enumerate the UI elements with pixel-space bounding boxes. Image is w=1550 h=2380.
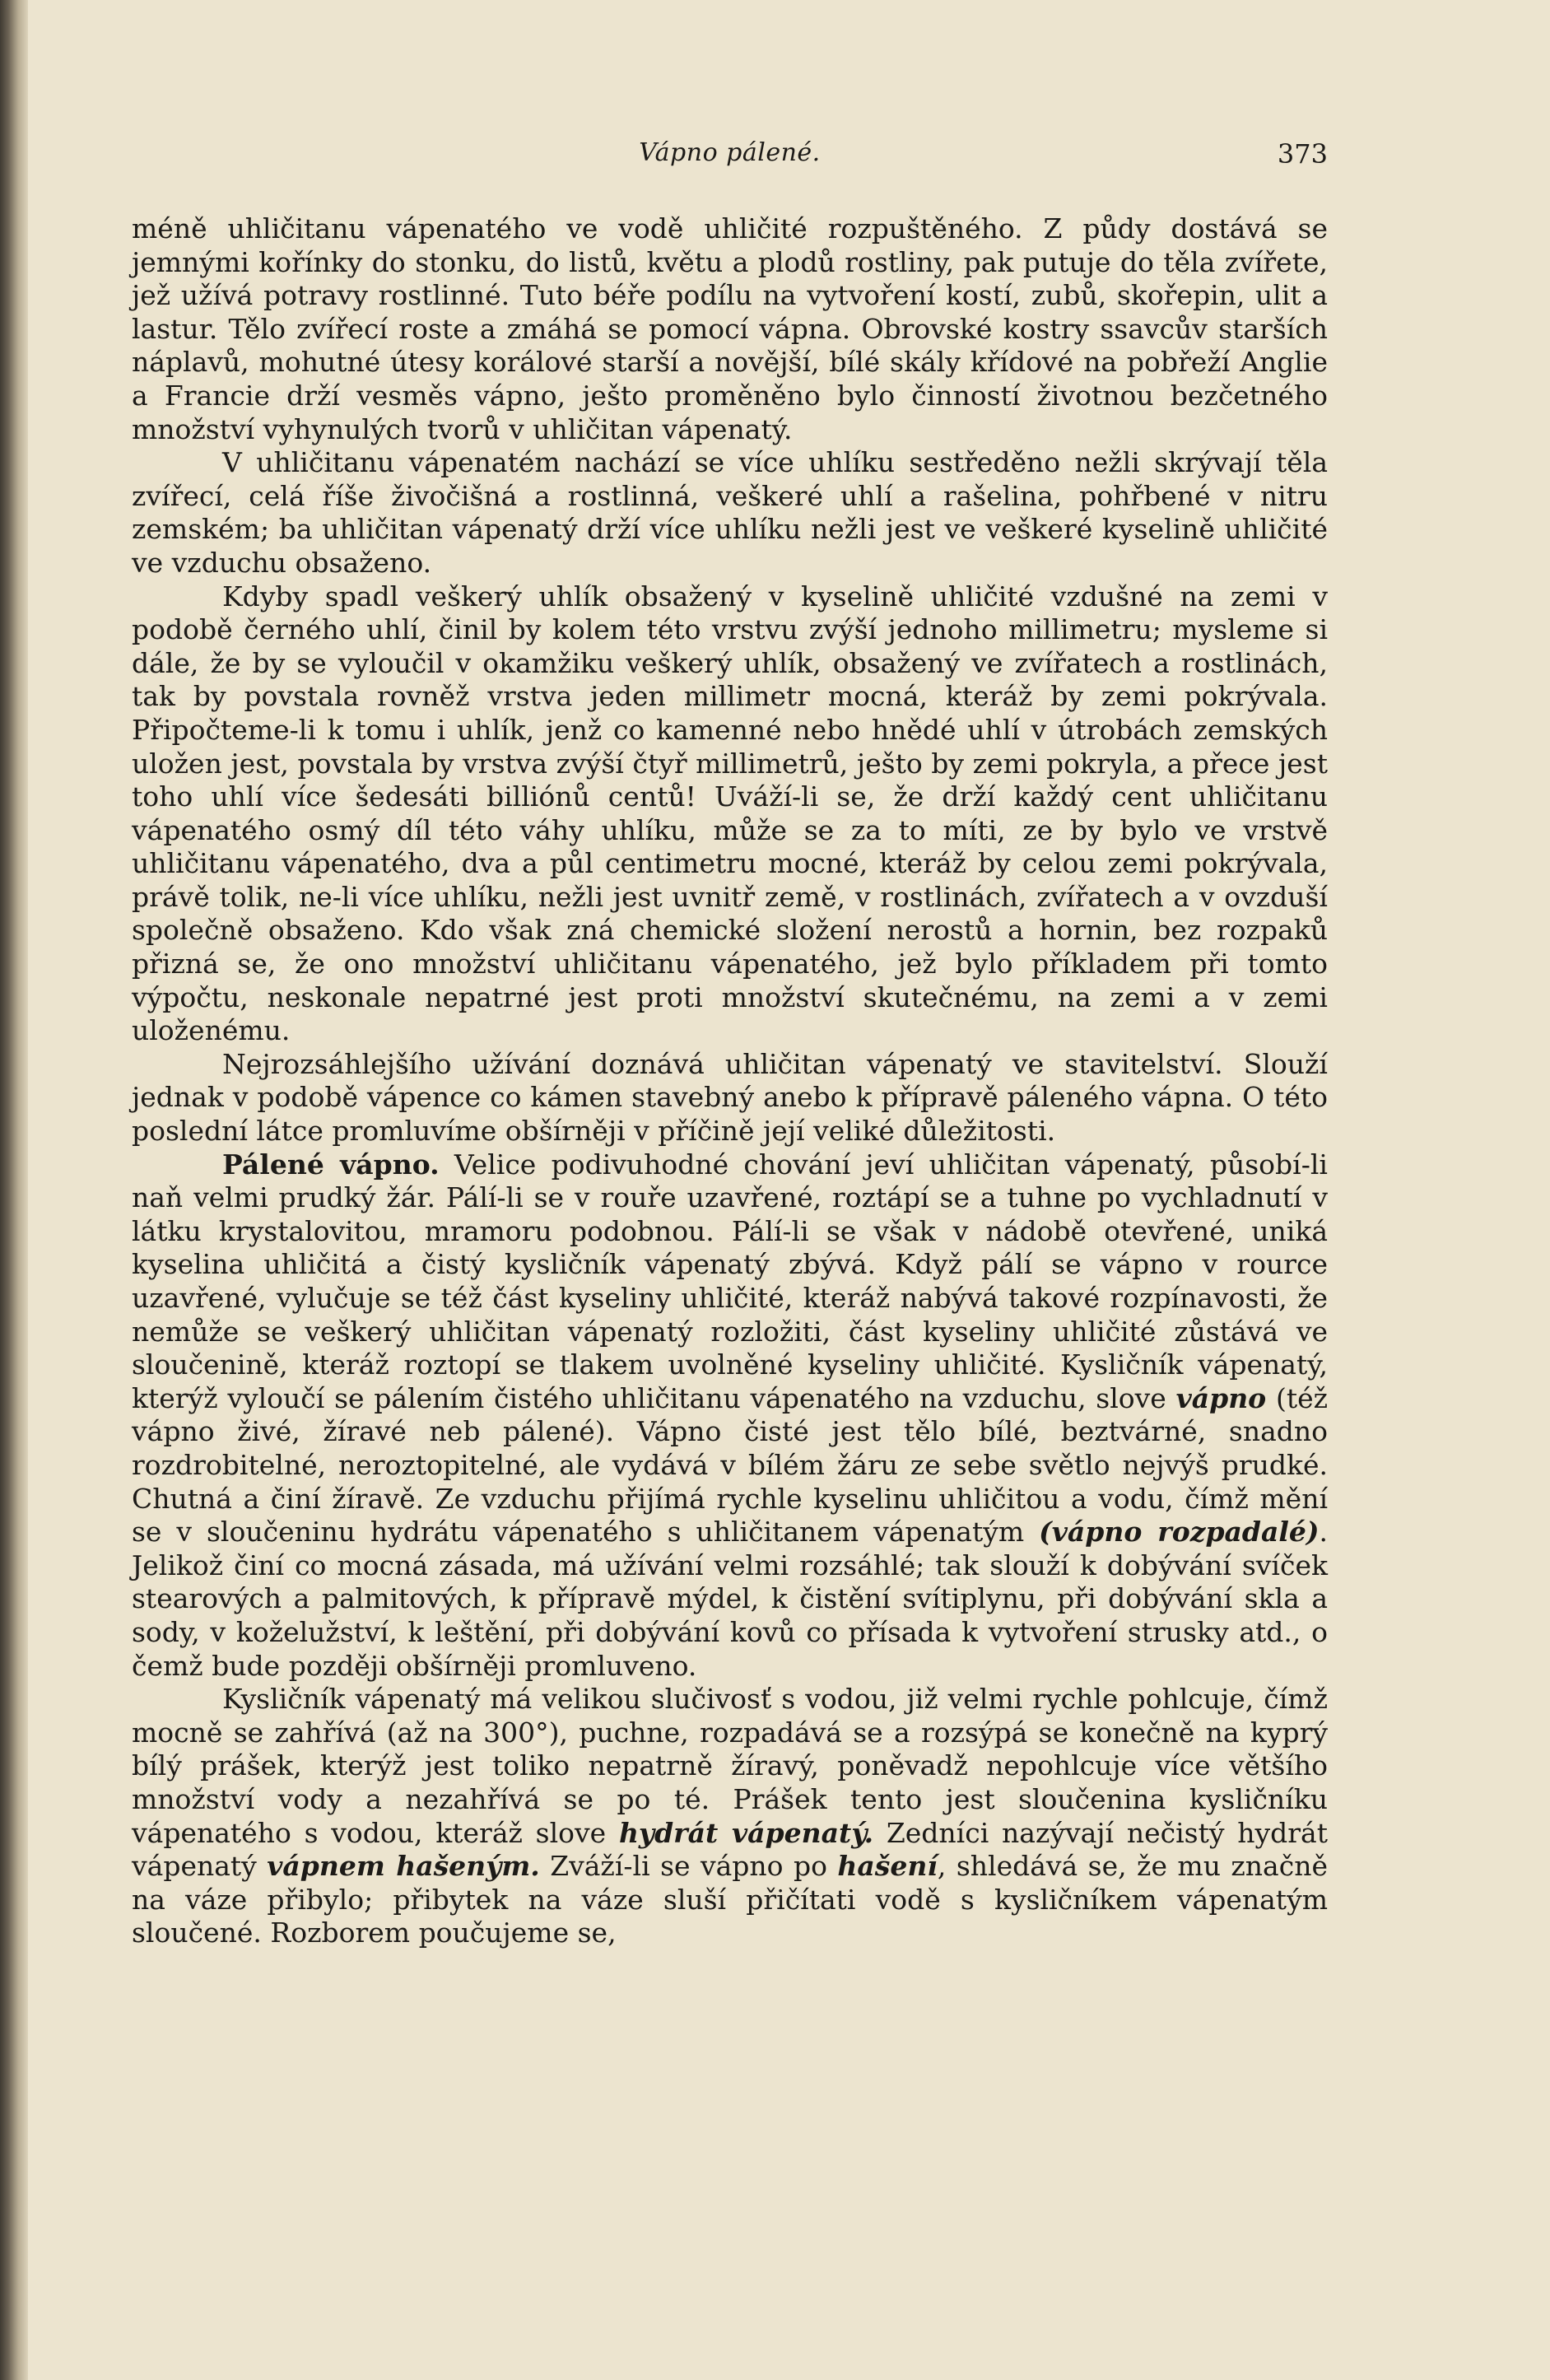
paragraph-text: Nejrozsáhlejšího užívání doznává uhličitan vápenatý ve stavitelství. Slouží jednak v podobě vápence co kámen stavebný anebo k přípravě páleného vápna. O této poslední látce promluvíme obšírněji v příčině její veliké důležitosti.: [132, 1047, 1328, 1148]
book-spine-shadow: [0, 0, 28, 2380]
page-number: 373: [1277, 138, 1328, 170]
paragraph-3: [132, 580, 1328, 1048]
page-header: [132, 138, 1328, 179]
section-heading-pálené-vápno: Pálené vápno.: [222, 1148, 440, 1181]
paragraph-text: Zedníci nazývají nečistý hydrát vápenatý: [132, 1816, 1328, 1883]
paragraph-text: Zváží-li se vápno po: [539, 1850, 838, 1883]
paragraph-5: [132, 1148, 1328, 1684]
paragraph-text: (též vápno živé, žíravé neb pálené). Vápno čisté jest tělo bílé, beztvárné, snadno rozdrobitelné, neroztopitelné, ale vydává v bílém žáru ze sebe světlo nejvýš prudké. Chutná a činí žíravě. Ze vzduchu přijímá rychle kyselinu uhličitou a vodu, čímž mění se v sloučeninu hydrátu vápenatého s uhličitanem vápenatým: [132, 1381, 1328, 1549]
paragraph-1: [132, 212, 1328, 446]
paragraph-text: V uhličitanu vápenatém nachází se více uhlíku sestředěno nežli skrývají těla zvířecí, celá říše živočišná a rostlinná, veškeré uhlí a rašelina, pohřbené v nitru zemském; ba uhličitan vápenatý drží více uhlíku nežli jest ve veškeré kyselině uhličité ve vzduchu obsaženo.: [132, 446, 1328, 579]
emphasis-term: vápno: [1175, 1381, 1267, 1414]
emphasis-term: (vápno rozpadalé): [1039, 1516, 1320, 1549]
emphasis-term: hydrát vápenatý.: [618, 1816, 874, 1849]
paragraph-text: , shledává se, že mu značně na váze přibylo; přibytek na váze sluší přičítati vodě s kysličníkem vápenatým sloučené. Rozborem poučujeme se,: [132, 1850, 1328, 1949]
paragraph-text: méně uhličitanu vápenatého ve vodě uhličité rozpuštěného. Z půdy dostává se jemnými kořínky do stonku, do listů, květu a plodů rostliny, pak putuje do těla zvířete, jež užívá potravy rostlinné. Tuto béře podílu na vytvoření kostí, zubů, skořepin, ulit a lastur. Tělo zvířecí roste a zmáhá se pomocí vápna. Obrovské kostry ssavcův starších náplavů, mohutné útesy korálové starší a novější, bílé skály křídové na pobřeží Anglie a Francie drží vesměs vápno, ješto proměněno bylo činností životnou bezčetného množství vyhynulých tvorů v uhličitan vápenatý.: [132, 212, 1328, 445]
paragraph-6: [132, 1683, 1328, 1950]
paragraph-text: Kdyby spadl veškerý uhlík obsažený v kyselině uhličité vzdušné na zemi v podobě černého uhlí, činil by kolem této vrstvu zvýší jednoho millimetru; mysleme si dále, že by se vyloučil v okamžiku veškerý uhlík, obsažený ve zvířatech a rostlinách, tak by povstala rovněž vrstva jeden millimetr mocná, kteráž by zemi pokrývala. Připočteme-li k tomu i uhlík, jenž co kamenné nebo hnědé uhlí v útrobách zemských uložen jest, povstala by vrstva zvýší čtyř millimetrů, ješto by zemi pokryla, a přece jest toho uhlí více šedesáti billiónů centů! Uváží-li se, že drží každý cent uhličitanu vápenatého osmý díl této váhy uhlíku, může se za to míti, ze by bylo ve vrstvě uhličitanu vápenatého, dva a půl centimetru mocné, kteráž by celou zemi pokrývala, právě tolik, ne-li více uhlíku, nežli jest uvnitř země, v rostlinách, zvířatech a v ovzduší společně obsaženo. Kdo však zná chemické složení nerostů a hornin, bez rozpaků přizná se, že ono množství uhličitanu vápenatého, jež bylo příkladem při tomto výpočtu, neskonale nepatrné jest proti množství skutečnému, na zemi a v zemi uloženému.: [132, 580, 1328, 1047]
paragraph-4: [132, 1048, 1328, 1148]
paragraph-text: . Jelikož činí co mocná zásada, má užívání velmi rozsáhlé; tak slouží k dobývání svíček stearových a palmitových, k přípravě mýdel, k čistění svítiplynu, při dobývání skla a sody, v koželužství, k leštění, při dobývání kovů co přísada k vytvoření strusky atd., o čemž bude později obšírněji promluveno.: [132, 1516, 1328, 1682]
paragraph-text: Velice podivuhodné chování jeví uhličitan vápenatý, působí-li naň velmi prudký žár. Pálí-li se v rouře uzavřené, roztápí se a tuhne po vychladnutí v látku krystalovitou, mramoru podobnou. Pálí-li se však v nádobě otevřené, uniká kyselina uhličitá a čistý kysličník vápenatý zbývá. Když pálí se vápno v rource uzavřené, vylučuje se též část kyseliny uhličité, kteráž nabývá takové rozpínavosti, že nemůže se veškerý uhličitan vápenatý rozložiti, část kyseliny uhličité zůstává ve sloučenině, kteráž roztopí se tlakem uvolněné kyseliny uhličité. Kysličník vápenatý, kterýž vyloučí se pálením čistého uhličitanu vápenatého na vzduchu, slove: [132, 1148, 1328, 1414]
emphasis-term: hašení: [837, 1850, 938, 1883]
paragraph-text: Kysličník vápenatý má velikou slučivosť s vodou, již velmi rychle pohlcuje, čímž mocně se zahřívá (až na 300°), puchne, rozpadává se a rozsýpá se konečně na kyprý bílý prášek, kterýž jest toliko nepatrně žíravý, poněvadž nepohlcuje více většího množství vody a nezahřívá se po té. Prášek tento jest sloučenina kysličníku vápenatého s vodou, kteráž slove: [132, 1683, 1328, 1849]
paragraph-2: [132, 446, 1328, 580]
body-text: [132, 212, 1328, 1950]
running-title: Vápno pálené.: [639, 138, 821, 167]
emphasis-term: vápnem hašeným.: [267, 1850, 540, 1883]
